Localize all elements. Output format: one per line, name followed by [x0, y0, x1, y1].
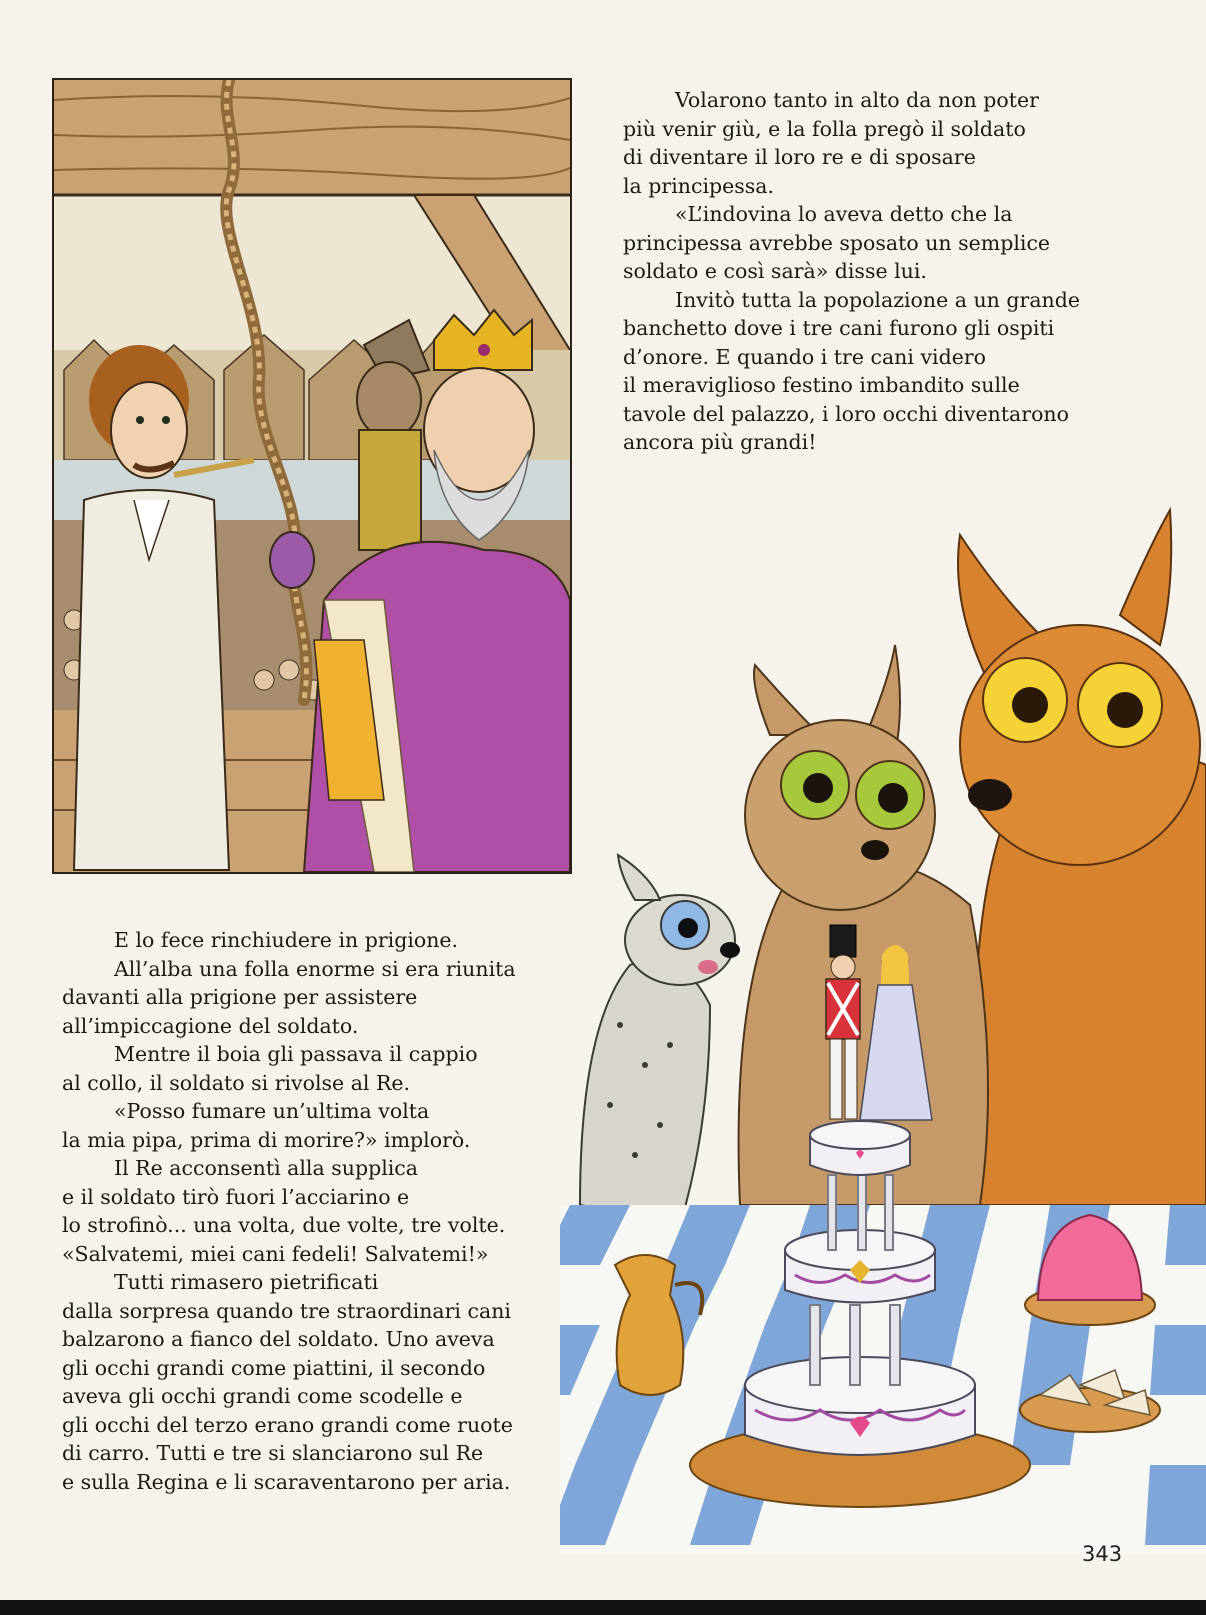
text-line: il meraviglioso festino imbandito sulle	[623, 373, 1020, 397]
text-line: Invitò tutta la popolazione a un grande	[675, 287, 1081, 312]
text-line: principessa avrebbe sposato un semplice	[623, 230, 1051, 255]
text-line: ancora più grandi!	[623, 430, 817, 454]
text-line: E lo fece rinchiudere in prigione.	[114, 928, 459, 952]
text-line: All’alba una folla enorme si era riunita	[114, 956, 516, 981]
page-number: 343	[1082, 1542, 1123, 1566]
text-line: al collo, il soldato si rivolse al Re.	[62, 1070, 411, 1095]
text-line: la principessa.	[623, 173, 775, 198]
text-line: balzarono a fianco del soldato. Uno aveva	[62, 1327, 495, 1351]
paragraph	[623, 200, 1163, 286]
text-line: davanti alla prigione per assistere	[62, 985, 418, 1009]
dogs-and-wedding-cake-illustration	[560, 505, 1206, 1555]
text-line: Volarono tanto in alto da non poter	[675, 88, 1039, 112]
text-line: e il soldato tirò fuori l’acciarino e	[62, 1184, 410, 1209]
paragraph	[62, 1268, 622, 1496]
text-line: gli occhi grandi come piattini, il secondo	[62, 1355, 486, 1380]
paragraph	[623, 86, 1163, 200]
page-edge	[0, 1600, 1206, 1615]
text-line: all’impiccagione del soldato.	[62, 1013, 359, 1038]
story-text-top	[623, 86, 1163, 457]
text-line: di carro. Tutti e tre si slanciarono sul Re	[62, 1441, 484, 1465]
text-line: «Posso fumare un’ultima volta	[114, 1099, 430, 1123]
paragraph	[62, 955, 622, 1041]
text-line: banchetto dove i tre cani furono gli ospiti	[623, 316, 1055, 340]
paragraph	[62, 1040, 622, 1097]
text-line: dalla sorpresa quando tre straordinari cani	[62, 1298, 511, 1323]
text-line: e sulla Regina e li scaraventarono per aria.	[62, 1469, 511, 1494]
hanging-scene-illustration	[52, 78, 572, 874]
paragraph	[62, 1154, 622, 1268]
text-line: lo strofinò... una volta, due volte, tre volte.	[62, 1213, 506, 1237]
text-line: soldato e così sarà» disse lui.	[623, 259, 927, 283]
text-line: Tutti rimasero pietrificati	[114, 1270, 379, 1294]
text-line: di diventare il loro re e di sposare	[623, 145, 976, 169]
text-line: Il Re acconsentì alla supplica	[114, 1156, 419, 1180]
text-line: la mia pipa, prima di morire?» implorò.	[62, 1127, 471, 1152]
text-line: gli occhi del terzo erano grandi come ruote	[62, 1412, 513, 1437]
text-line: d’onore. E quando i tre cani videro	[623, 344, 986, 369]
text-line: Mentre il boia gli passava il cappio	[114, 1042, 478, 1066]
paragraph	[62, 1097, 622, 1154]
text-line: aveva gli occhi grandi come scodelle e	[62, 1384, 463, 1408]
text-line: «Salvatemi, miei cani fedeli! Salvatemi!»	[62, 1241, 489, 1266]
text-line: «L’indovina lo aveva detto che la	[675, 202, 1013, 226]
story-text-bottom	[62, 926, 622, 1496]
paragraph	[623, 286, 1163, 457]
text-line: tavole del palazzo, i loro occhi diventarono	[623, 401, 1069, 426]
text-line: più venir giù, e la folla pregò il soldato	[623, 116, 1026, 141]
paragraph	[62, 926, 622, 955]
